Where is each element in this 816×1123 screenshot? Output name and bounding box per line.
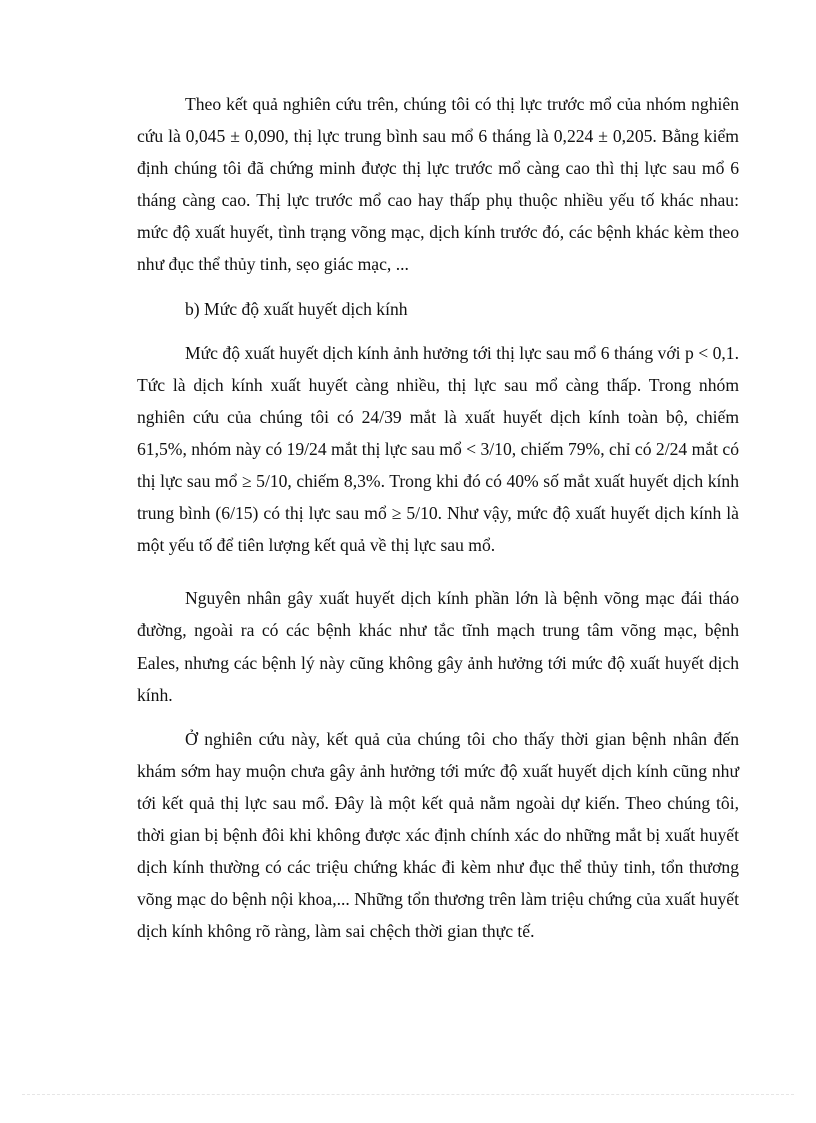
page-bottom-divider (22, 1094, 794, 1095)
paragraph-hemorrhage-level: Mức độ xuất huyết dịch kính ảnh hưởng tới thị lực sau mổ 6 tháng với p < 0,1. Tức là dịch kính xuất huyết càng nhiều, thị lực sau mổ càng thấp. Trong nhóm nghiên cứu của chúng tôi có 24/39 mắt là xuất huyết dịch kính toàn bộ, chiếm 61,5%, nhóm này có 19/24 mắt thị lực sau mổ < 3/10, chiếm 79%, chỉ có 2/24 mắt có thị lực sau mổ ≥ 5/10, chiếm 8,3%. Trong khi đó có 40% số mắt xuất huyết dịch kính trung bình (6/15) có thị lực sau mổ ≥ 5/10. Như vậy, mức độ xuất huyết dịch kính là một yếu tố để tiên lượng kết quả về thị lực sau mổ. (137, 342, 739, 556)
paragraph-visual-acuity: Theo kết quả nghiên cứu trên, chúng tôi có thị lực trước mổ của nhóm nghiên cứu là 0,045 ± 0,090, thị lực trung bình sau mổ 6 tháng là 0,224 ± 0,205. Bằng kiểm định chúng tôi đã chứng minh được thị lực trước mổ càng cao thì thị lực sau mổ 6 tháng càng cao. Thị lực trước mổ cao hay thấp phụ thuộc nhiều yếu tố khác nhau: mức độ xuất huyết, tình trạng võng mạc, dịch kính trước đó, các bệnh khác kèm theo như đục thể thủy tinh, sẹo giác mạc, ... (137, 94, 739, 275)
document-body (137, 88, 739, 947)
paragraph-time-to-exam: Ở nghiên cứu này, kết quả của chúng tôi cho thấy thời gian bệnh nhân đến khám sớm hay muộn chưa gây ảnh hưởng tới mức độ xuất huyết dịch kính cũng như tới kết quả thị lực sau mổ. Đây là một kết quả nằm ngoài dự kiến. Theo chúng tôi, thời gian bị bệnh đôi khi không được xác định chính xác do những mắt bị xuất huyết dịch kính thường có các triệu chứng khác đi kèm như đục thể thủy tinh, tổn thương võng mạc do bệnh nội khoa,... Những tổn thương trên làm triệu chứng của xuất huyết dịch kính không rõ ràng, làm sai chệch thời gian thực tế. (137, 728, 739, 942)
paragraph-causes: Nguyên nhân gây xuất huyết dịch kính phần lớn là bệnh võng mạc đái tháo đường, ngoài ra có các bệnh khác như tắc tĩnh mạch trung tâm võng mạc, bệnh Eales, nhưng các bệnh lý này cũng không gây ảnh hưởng tới mức độ xuất huyết dịch kính. (137, 588, 739, 705)
section-heading-b: b) Mức độ xuất huyết dịch kính (185, 298, 408, 319)
